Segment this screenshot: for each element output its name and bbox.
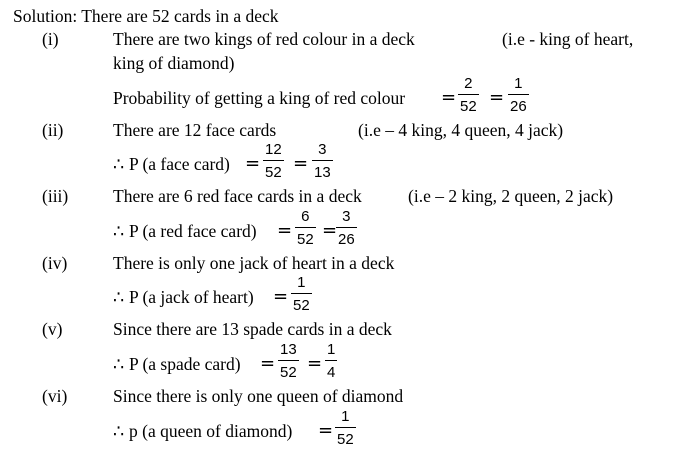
solution-title: Solution: There are 52 cards in a deck (13, 6, 279, 26)
fraction (325, 342, 337, 380)
probability-expression: P (a face card) (129, 154, 230, 174)
fraction-denominator: 26 (510, 98, 527, 115)
fraction (295, 209, 316, 247)
item-note: (i.e – 2 king, 2 queen, 2 jack) (408, 186, 614, 206)
fraction-bar (291, 293, 312, 294)
item-text: There are 6 red face cards in a deck (113, 186, 362, 206)
fraction-bar (295, 227, 316, 228)
item-label: (iv) (42, 253, 68, 273)
item-label: (v) (42, 319, 63, 339)
fraction-denominator: 52 (280, 364, 297, 381)
equals-sign: = (489, 87, 505, 108)
fraction (312, 142, 333, 180)
probability-expression: Probability of getting a king of red colour (113, 88, 406, 108)
fraction-denominator: 13 (314, 164, 331, 181)
fraction-denominator: 52 (293, 297, 310, 314)
fraction-denominator: 52 (460, 98, 477, 115)
fraction-numerator: 1 (297, 274, 306, 291)
fraction-bar (458, 94, 479, 95)
fraction (336, 209, 357, 247)
equals-sign: = (245, 153, 261, 174)
equals-sign: = (322, 220, 338, 241)
item-note: (i.e – 4 king, 4 queen, 4 jack) (358, 120, 564, 140)
equals-sign: = (273, 286, 289, 307)
equals-sign: = (441, 87, 457, 108)
fraction-numerator: 1 (514, 75, 523, 92)
fraction-numerator: 13 (280, 341, 297, 358)
item-text: There is only one jack of heart in a deck (113, 253, 395, 273)
fraction-denominator: 26 (338, 231, 355, 248)
equals-sign: = (318, 420, 334, 441)
therefore-symbol: ∴ (113, 288, 125, 308)
fraction-numerator: 1 (327, 341, 336, 358)
fraction (263, 142, 284, 180)
fraction (335, 409, 356, 447)
equals-sign: = (307, 353, 323, 374)
fraction (278, 342, 299, 380)
fraction-bar (335, 427, 356, 428)
therefore-symbol: ∴ (113, 355, 125, 375)
fraction-bar (263, 160, 284, 161)
item-text: Since there is only one queen of diamond (113, 386, 404, 406)
item-text: Since there are 13 spade cards in a deck (113, 319, 392, 339)
fraction-numerator: 2 (464, 75, 473, 92)
fraction-numerator: 3 (342, 208, 351, 225)
equals-sign: = (277, 220, 293, 241)
fraction-numerator: 12 (265, 141, 282, 158)
fraction-numerator: 3 (318, 141, 327, 158)
probability-expression: P (a red face card) (129, 221, 257, 241)
item-label: (i) (42, 29, 59, 49)
item-text: There are two kings of red colour in a deck (113, 29, 415, 49)
fraction-bar (312, 160, 333, 161)
fraction-bar (278, 360, 299, 361)
probability-expression: p (a queen of diamond) (129, 421, 293, 441)
item-text: There are 12 face cards (113, 120, 277, 140)
therefore-symbol: ∴ (113, 422, 125, 442)
item-label: (iii) (42, 186, 69, 206)
equals-sign: = (293, 153, 309, 174)
fraction-numerator: 6 (301, 208, 310, 225)
fraction-bar (325, 360, 337, 361)
equals-sign: = (260, 353, 276, 374)
therefore-symbol: ∴ (113, 155, 125, 175)
fraction-bar (336, 227, 357, 228)
therefore-symbol: ∴ (113, 222, 125, 242)
fraction-numerator: 1 (341, 408, 350, 425)
fraction-denominator: 52 (265, 164, 282, 181)
item-continuation: king of diamond) (113, 53, 235, 73)
item-note: (i.e - king of heart, (502, 29, 634, 49)
fraction (291, 275, 312, 313)
fraction-bar (508, 94, 529, 95)
fraction-denominator: 4 (327, 364, 336, 381)
item-label: (ii) (42, 120, 64, 140)
fraction-denominator: 52 (337, 431, 354, 448)
fraction-denominator: 52 (297, 231, 314, 248)
item-label: (vi) (42, 386, 68, 406)
probability-expression: P (a spade card) (129, 354, 241, 374)
fraction (458, 76, 479, 114)
probability-expression: P (a jack of heart) (129, 287, 254, 307)
fraction (508, 76, 529, 114)
